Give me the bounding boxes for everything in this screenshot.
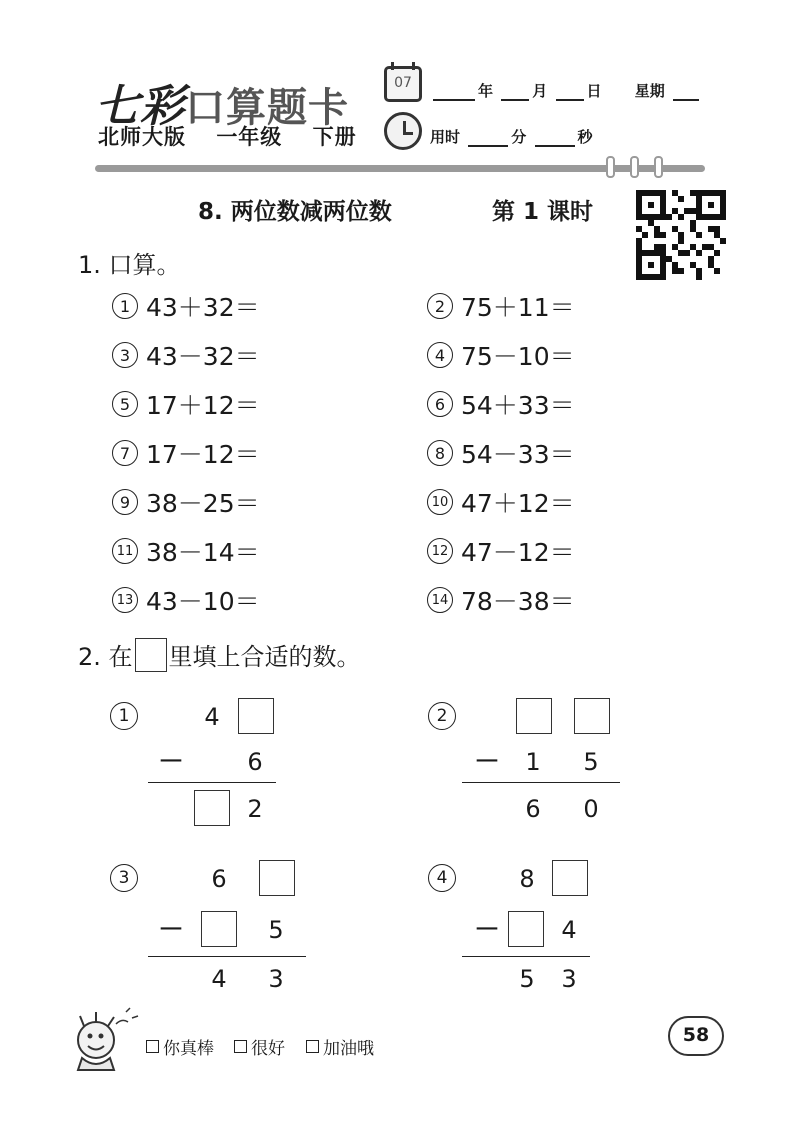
problem-number: 10: [427, 489, 453, 515]
calc-problem: [427, 435, 575, 471]
rating-keep-going[interactable]: [306, 1034, 374, 1059]
time-label: 用时: [430, 128, 461, 146]
problem-expression: 17＋12＝: [146, 391, 260, 420]
calc-problem: [427, 288, 575, 324]
problem-number: 4: [428, 864, 456, 892]
weekday-label: 星期: [634, 82, 665, 100]
answer-box[interactable]: [201, 911, 237, 947]
bar-hook: [630, 156, 639, 178]
calendar-icon: [384, 66, 422, 102]
calc-problem: [112, 386, 260, 422]
section2-title-before: 2. 在: [78, 643, 133, 671]
problem-number: 8: [427, 440, 453, 466]
answer-box[interactable]: [508, 911, 544, 947]
problem-number: 3: [110, 864, 138, 892]
mascot-icon: [70, 1004, 142, 1074]
minus-sign: －: [158, 747, 185, 777]
problem-expression: 43＋32＝: [146, 293, 260, 322]
calc-problem: [112, 337, 260, 373]
calendar-number: 07: [394, 75, 412, 91]
problem-expression: 75＋11＝: [461, 293, 575, 322]
volume: 下册: [312, 125, 357, 149]
problem-number: 11: [112, 538, 138, 564]
grade: 一年级: [216, 125, 283, 149]
bar-hook: [654, 156, 663, 178]
section1-title: 1. 口算。: [78, 251, 181, 279]
problem-number: 2: [428, 702, 456, 730]
day-label: 日: [586, 82, 602, 100]
problem-number: 1: [112, 293, 138, 319]
seconds-blank[interactable]: [535, 131, 575, 147]
month-label: 月: [532, 82, 548, 100]
calc-problem: [427, 582, 575, 618]
problem-expression: 43－10＝: [146, 587, 260, 616]
example-box: [135, 638, 167, 672]
calc-problem: [112, 582, 260, 618]
checkbox[interactable]: [146, 1040, 159, 1053]
calc-problem: [427, 386, 575, 422]
brand-part2: 口算题卡: [185, 84, 349, 131]
lesson-period: 第 1 课时: [492, 199, 594, 225]
problem-expression: 54＋33＝: [461, 391, 575, 420]
problem-number: 1: [110, 702, 138, 730]
digit: 0: [583, 795, 599, 823]
digit: 3: [561, 965, 577, 993]
digit: 4: [211, 965, 227, 993]
minutes-blank[interactable]: [468, 131, 508, 147]
page-number: 58: [668, 1016, 724, 1056]
problem-number: 14: [427, 587, 453, 613]
calc-problem: [427, 533, 575, 569]
digit: 6: [525, 795, 541, 823]
qr-code[interactable]: [636, 190, 726, 280]
seconds-label: 秒: [577, 128, 593, 146]
calc-problem: [112, 435, 260, 471]
minus-sign: －: [474, 915, 501, 945]
problem-number: 5: [112, 391, 138, 417]
sum-line: [148, 782, 276, 783]
section2-title-after: 里填上合适的数。: [168, 643, 361, 671]
answer-box[interactable]: [516, 698, 552, 734]
problem-number: 13: [112, 587, 138, 613]
answer-box[interactable]: [238, 698, 274, 734]
calc-problem: [112, 533, 260, 569]
rating-great[interactable]: [146, 1034, 214, 1059]
clock-icon: [384, 112, 422, 150]
problem-expression: 38－14＝: [146, 538, 260, 567]
digit: 8: [519, 865, 535, 893]
problem-expression: 47－12＝: [461, 538, 575, 567]
year-blank[interactable]: [433, 85, 475, 101]
answer-box[interactable]: [552, 860, 588, 896]
problem-expression: 78－38＝: [461, 587, 575, 616]
digit: 5: [583, 748, 599, 776]
problem-expression: 17－12＝: [146, 440, 260, 469]
month-blank[interactable]: [501, 85, 529, 101]
problem-number: 12: [427, 538, 453, 564]
bar-hook: [606, 156, 615, 178]
checkbox[interactable]: [306, 1040, 319, 1053]
time-fields: [430, 126, 593, 147]
calc-problem: [427, 484, 575, 520]
digit: 3: [268, 965, 284, 993]
weekday-blank[interactable]: [673, 85, 699, 101]
problem-number: 4: [427, 342, 453, 368]
sum-line: [462, 956, 590, 957]
rating-label: 很好: [251, 1039, 285, 1059]
section2-title: [78, 637, 361, 672]
edition-line: [98, 121, 379, 151]
calc-problem: [112, 288, 260, 324]
problem-expression: 75－10＝: [461, 342, 575, 371]
minus-sign: －: [474, 747, 501, 777]
minutes-label: 分: [511, 128, 527, 146]
edition: 北师大版: [98, 125, 186, 149]
problem-expression: 43－32＝: [146, 342, 260, 371]
digit: 4: [561, 916, 577, 944]
sum-line: [462, 782, 620, 783]
day-blank[interactable]: [556, 85, 584, 101]
rating-label: 加油哦: [323, 1039, 374, 1059]
rating-label: 你真棒: [163, 1039, 214, 1059]
problem-number: 3: [112, 342, 138, 368]
rating-good[interactable]: [234, 1034, 285, 1059]
sum-line: [148, 956, 306, 957]
digit: 6: [211, 865, 227, 893]
date-fields: [430, 80, 702, 101]
problem-number: 6: [427, 391, 453, 417]
minus-sign: －: [158, 915, 185, 945]
year-label: 年: [478, 82, 494, 100]
brand-part1: 七彩: [95, 81, 185, 132]
answer-box[interactable]: [574, 698, 610, 734]
digit: 6: [247, 748, 263, 776]
checkbox[interactable]: [234, 1040, 247, 1053]
problem-expression: 38－25＝: [146, 489, 260, 518]
digit: 5: [519, 965, 535, 993]
answer-box[interactable]: [259, 860, 295, 896]
lesson-title: 8. 两位数减两位数: [198, 199, 392, 225]
problem-number: 9: [112, 489, 138, 515]
problem-number: 2: [427, 293, 453, 319]
digit: 5: [268, 916, 284, 944]
calc-problem: [427, 337, 575, 373]
digit: 1: [525, 748, 541, 776]
problem-expression: 54－33＝: [461, 440, 575, 469]
problem-expression: 47＋12＝: [461, 489, 575, 518]
answer-box[interactable]: [194, 790, 230, 826]
problem-number: 7: [112, 440, 138, 466]
digit: 2: [247, 795, 263, 823]
digit: 4: [204, 703, 220, 731]
calc-problem: [112, 484, 260, 520]
